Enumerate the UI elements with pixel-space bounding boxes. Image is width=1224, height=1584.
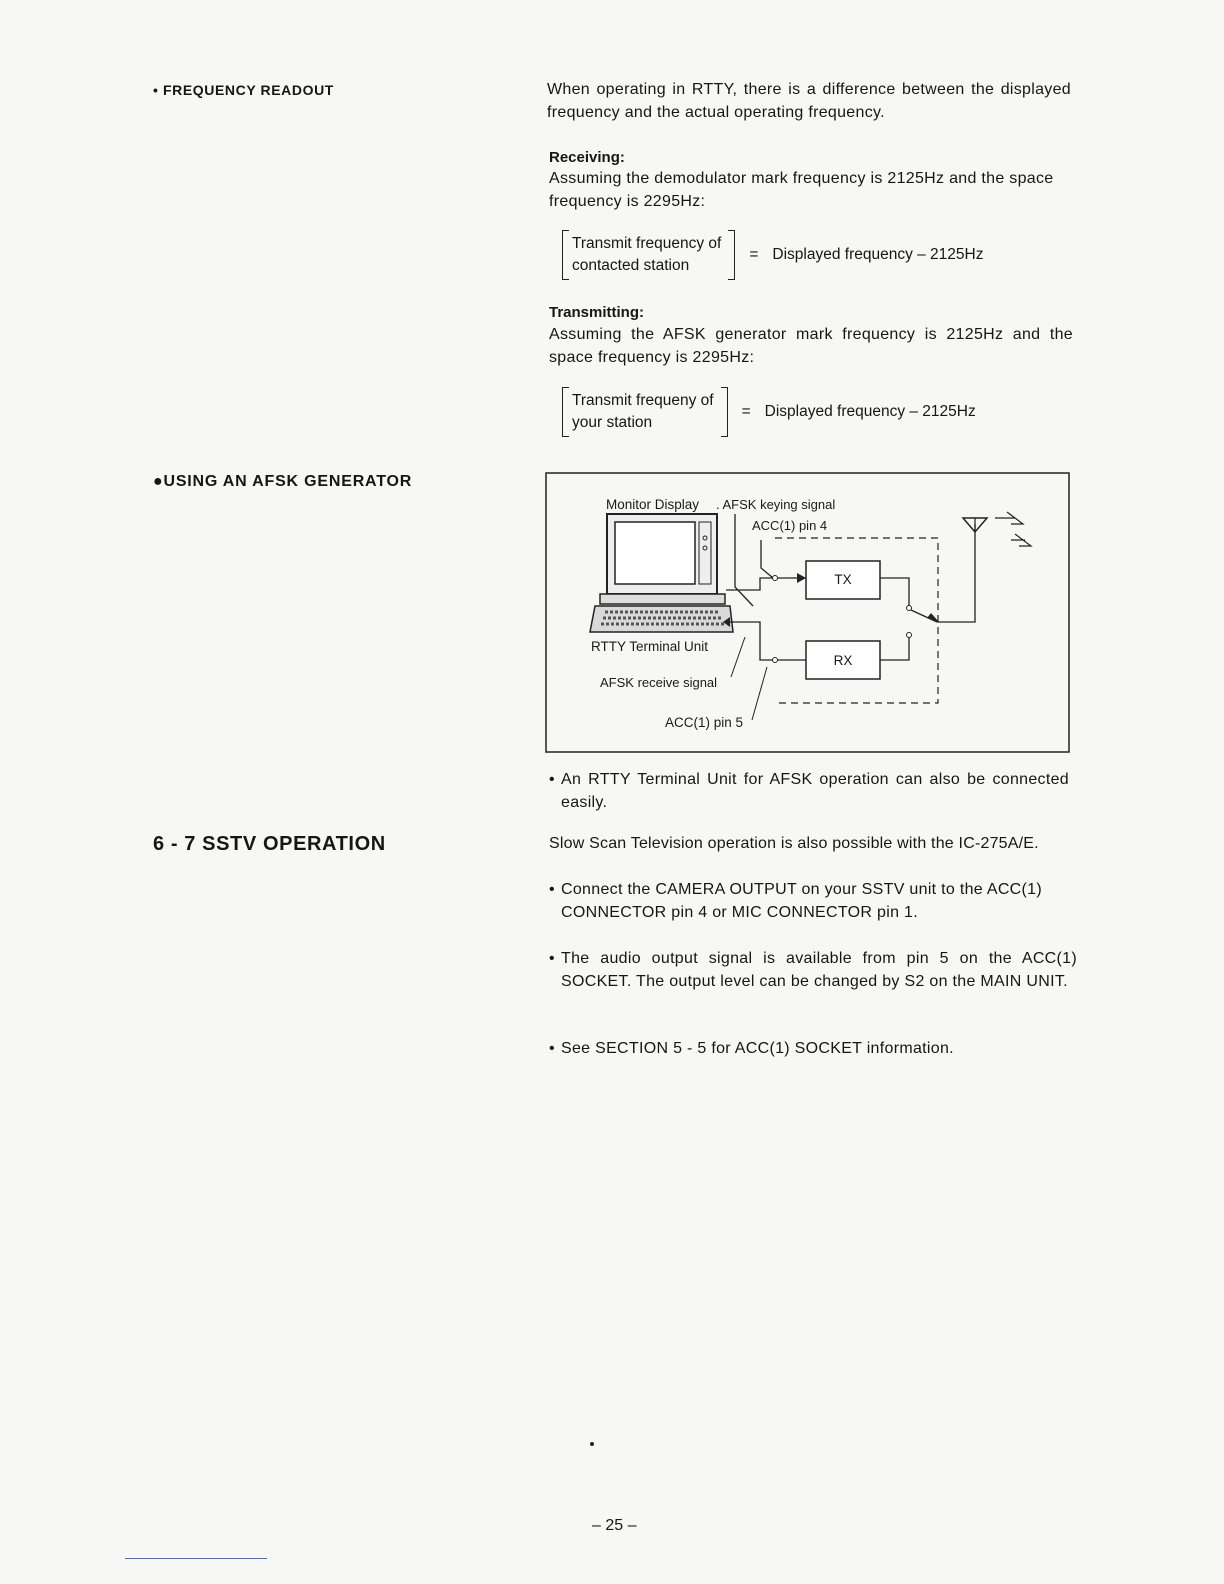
transmitting-bracket-line2: your station [572, 414, 653, 431]
afsk-note [549, 768, 1069, 814]
tx-label: TX [834, 572, 852, 587]
receiving-result: Displayed frequency – 2125Hz [772, 246, 984, 263]
intro-paragraph: When operating in RTTY, there is a difference between the displayed frequency and the actual operating frequency. [547, 81, 1071, 121]
sstv-bullet-1 [549, 878, 1077, 924]
transmitting-heading: Transmitting: [549, 304, 645, 321]
sstv-bullet-1-dot: • [549, 881, 555, 898]
rtty-unit-label: RTTY Terminal Unit [591, 639, 709, 654]
transmitting-bracket [562, 387, 728, 437]
afsk-keying-label: . AFSK keying signal [716, 497, 836, 512]
sstv-bullet-3-text: See SECTION 5 - 5 for ACC(1) SOCKET information. [561, 1040, 954, 1057]
sstv-bullet-3 [549, 1037, 1077, 1060]
receiving-equation [562, 230, 984, 280]
rx-label: RX [833, 653, 853, 668]
receiving-bracket-line2: contacted station [572, 257, 690, 274]
sstv-bullet-3-dot: • [549, 1040, 555, 1057]
receiving-text: Assuming the demodulator mark frequency is 2125Hz and the space frequency is 2295Hz: [549, 170, 1054, 210]
sstv-bullet-2 [549, 947, 1077, 993]
antenna-icon [963, 512, 1031, 546]
afsk-note-bullet: • [549, 771, 555, 788]
afsk-connection-diagram [545, 472, 1071, 754]
print-speck [590, 1442, 594, 1446]
transmitting-equation [562, 387, 976, 437]
sstv-intro: Slow Scan Television operation is also possible with the IC-275A/E. [549, 835, 1039, 852]
monitor-display-label: Monitor Display [606, 497, 700, 512]
receiving-heading: Receiving: [549, 149, 625, 166]
frequency-readout-heading: • FREQUENCY READOUT [153, 82, 334, 98]
acc-pin5-label: ACC(1) pin 5 [665, 715, 744, 730]
afsk-note-text: An RTTY Terminal Unit for AFSK operation can also be connected easily. [561, 771, 1069, 811]
sstv-bullet-1-text: Connect the CAMERA OUTPUT on your SSTV unit to the ACC(1) CONNECTOR pin 4 or MIC CONNECTOR pin 1. [561, 881, 1042, 921]
sstv-bullet-2-text: The audio output signal is available from pin 5 on the ACC(1) SOCKET. The output level can be changed by S2 on the MAIN UNIT. [561, 950, 1077, 990]
receiving-equals: = [749, 246, 759, 263]
receiving-bracket-line1: Transmit frequency of [572, 235, 722, 252]
page-number: – 25 – [592, 1517, 637, 1534]
transmitting-result: Displayed frequency – 2125Hz [764, 403, 976, 420]
transmitting-text: Assuming the AFSK generator mark frequency is 2125Hz and the space frequency is 2295Hz: [549, 326, 1073, 366]
transmitting-equals: = [741, 403, 751, 420]
using-afsk-heading: ●USING AN AFSK GENERATOR [153, 473, 413, 490]
computer-icon [590, 514, 733, 632]
bottom-rule [125, 1558, 267, 1559]
sstv-bullet-2-dot: • [549, 950, 555, 967]
afsk-receive-label: AFSK receive signal [600, 675, 718, 690]
sstv-section-title: 6 - 7 SSTV OPERATION [153, 833, 386, 855]
transmitting-bracket-line1: Transmit frequeny of [572, 392, 714, 409]
acc-pin4-label: ACC(1) pin 4 [752, 518, 828, 533]
receiving-bracket [562, 230, 735, 280]
